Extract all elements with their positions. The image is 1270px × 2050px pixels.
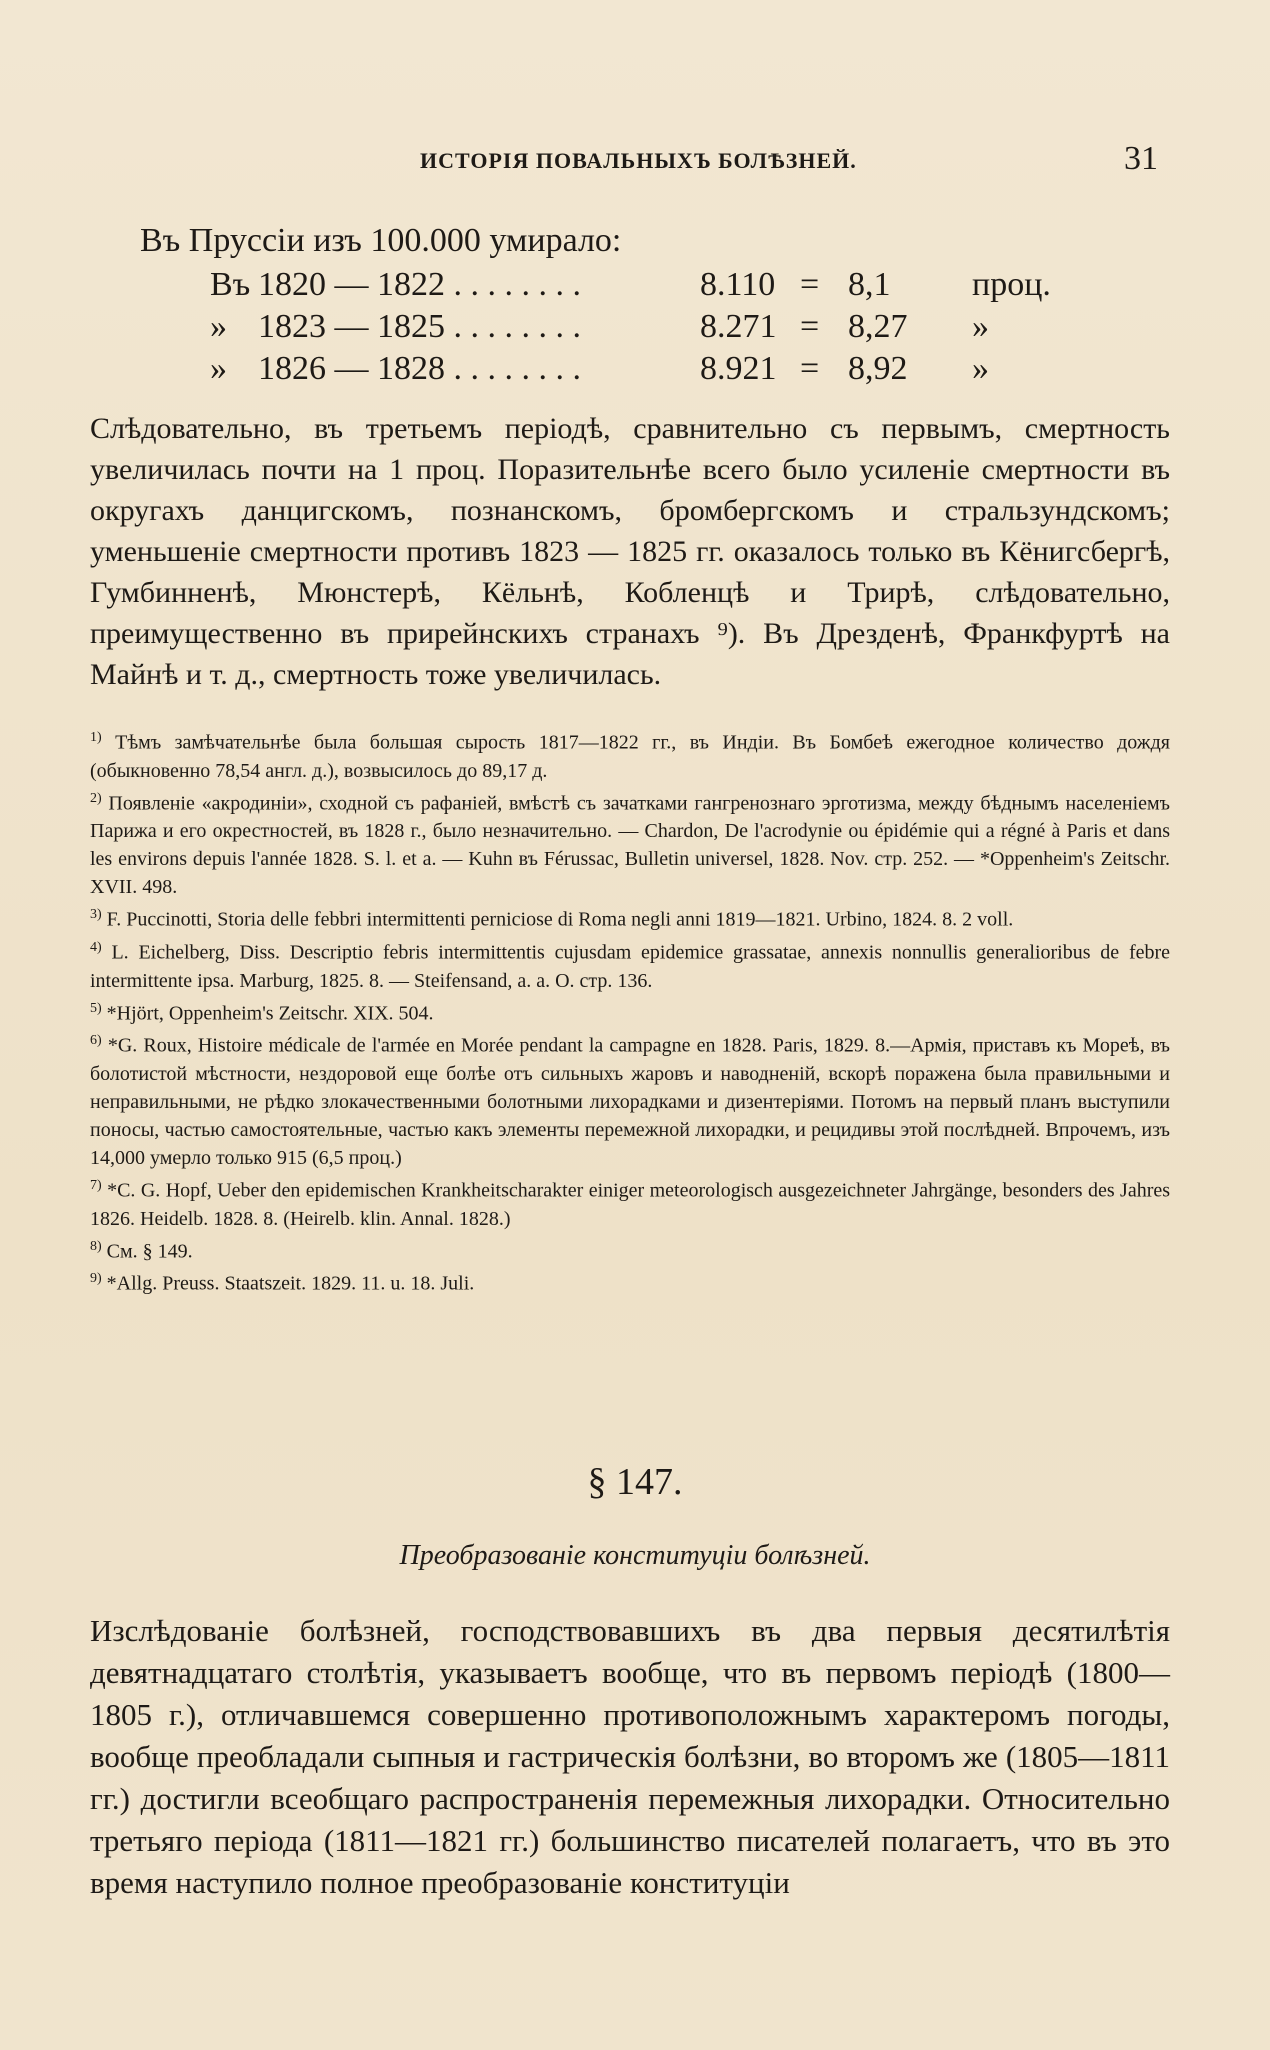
footnote-mark: 5): [90, 1000, 102, 1016]
footnote: [90, 1265, 1170, 1298]
row-count: 8.271: [700, 308, 777, 345]
footnote: [90, 1027, 1170, 1172]
footnote-text: *C. G. Hopf, Ueber den epidemischen Krankheitscharakter einiger meteorologisch ausgezeichneter Jahrgänge, besonders des Jahres 1826. Heidelb. 1828. 8. (Heirelb. klin. Annal. 1828.): [90, 1179, 1171, 1230]
mortality-row: [140, 308, 1140, 350]
footnote-text: *G. Roux, Histoire médicale de l'armée en Morée pendant la campagne en 1828. Paris, 1829. 8.—Армія, приставъ къ Мореѣ, въ болотистой мѣстности, нездоровой еще болѣе отъ сильныхъ жаровъ и наводненій, вскорѣ поражена была правильными и неправильными, не рѣдко злокачественными болотными лихорадками и дизентеріями. Потомъ на первый планъ выступили поносы, частью самостоятельные, частью какъ элементы перемежной лихорадки, и рецидивы этой послѣдней. Впрочемъ, изъ 14,000 умерло только 915 (6,5 проц.): [90, 1034, 1171, 1169]
row-equals: =: [800, 308, 820, 345]
row-unit: »: [972, 350, 989, 387]
footnote-mark: 7): [90, 1177, 102, 1193]
row-prefix: »: [210, 308, 227, 345]
footnote-text: *Allg. Preuss. Staatszeit. 1829. 11. u. 18. Juli.: [106, 1272, 475, 1295]
running-title: ИСТОРІЯ ПОВАЛЬНЫХЪ БОЛѢЗНЕЙ.: [420, 148, 857, 173]
row-years: 1823 — 1825 . . . . . . . .: [258, 308, 581, 345]
mortality-row: [140, 350, 1140, 392]
row-count: 8.921: [700, 350, 777, 387]
row-prefix: Въ: [210, 266, 251, 303]
row-percent: 8,92: [848, 350, 908, 387]
footnote-text: L. Eichelberg, Diss. Descriptio febris intermittentis cujusdam epidemice grassatae, annexis nonnullis generalioribus de febre intermittente ipsa. Marburg, 1825. 8. — Steifensand, a. a. O. стр. 136.: [90, 941, 1171, 992]
footnote-mark: 1): [90, 730, 102, 745]
footnote: [90, 934, 1170, 995]
footnote-text: Тѣмъ замѣчательнѣе была большая сырость 1817—1822 гг., въ Индіи. Въ Бомбеѣ ежегодное количество дождя (обыкновенно 78,54 англ. д.), возвысилось до 89,17 д.: [90, 731, 1171, 782]
footnote: [90, 901, 1170, 934]
section-title: Преобразованіе конституціи болѣзней.: [399, 1540, 871, 1571]
footnote-text: См. § 149.: [106, 1240, 193, 1263]
row-years: 1826 — 1828 . . . . . . . .: [258, 350, 581, 387]
footnote-mark: 4): [90, 939, 102, 955]
row-percent: 8,1: [848, 266, 891, 303]
footnote-text: Появленіе «акродиніи», сходной съ рафаніей, вмѣстѣ съ зачатками гангренознаго эрготизма, между бѣднымъ населеніемъ Парижа и его окрестностей, въ 1828 г., было незначительно. — Chardon, De l'acrodynie ou épidémie qui a régné à Paris et dans les environs depuis l'année 1828. S. l. et a. — Kuhn въ Férussac, Bulletin universel, 1828. Nov. стр. 252. — *Oppenheim's Zeitschr. XVII. 498.: [90, 792, 1171, 899]
footnote-mark: 2): [90, 790, 102, 806]
footnote: [90, 724, 1170, 785]
row-count: 8.110: [700, 266, 776, 303]
page-header: [0, 140, 1270, 188]
section-number: § 147.: [587, 1461, 683, 1503]
footnotes: [90, 724, 1170, 1298]
footnote-text: F. Puccinotti, Storia delle febbri intermittenti perniciose di Roma negli anni 1819—1821. Urbino, 1824. 8. 2 voll.: [106, 908, 1014, 931]
page-number: 31: [1124, 140, 1158, 177]
mortality-table: [140, 222, 1140, 392]
footnote: [90, 785, 1170, 902]
footnote-mark: 9): [90, 1271, 102, 1287]
footnote: [90, 995, 1170, 1028]
row-prefix: »: [210, 350, 227, 387]
footnote: [90, 1233, 1170, 1266]
footnote-mark: 6): [90, 1033, 102, 1049]
row-equals: =: [800, 350, 820, 387]
footnote-mark: 8): [90, 1238, 102, 1254]
footnote-text: *Hjört, Oppenheim's Zeitschr. XIX. 504.: [106, 1002, 434, 1025]
footnote-mark: 3): [90, 907, 102, 923]
row-years: 1820 — 1822 . . . . . . . .: [258, 266, 581, 303]
mortality-row: [140, 266, 1140, 308]
row-unit: »: [972, 308, 989, 345]
body-paragraph: Изслѣдованіе болѣзней, господствовавшихъ въ два первыя десятилѣтія девятнадцатаго столѣтія, указываетъ вообще, что въ первомъ періодѣ (1800—1805 г.), отличавшемся совершенно противоположнымъ характеромъ погоды, вообще преобладали сыпныя и гастрическія болѣзни, во второмъ же (1805—1811 гг.) достигли всеобщаго распространенія перемежныя лихорадки. Относительно третьяго періода (1811—1821 гг.) большинство писателей полагаетъ, что въ это время наступило полное преобразованіе конституціи: [90, 1613, 1170, 1900]
row-percent: 8,27: [848, 308, 908, 345]
row-unit: проц.: [972, 266, 1051, 303]
mortality-table-intro: Въ Пруссіи изъ 100.000 умирало:: [140, 222, 622, 259]
footnote: [90, 1172, 1170, 1233]
row-equals: =: [800, 266, 820, 303]
body-paragraph: Слѣдовательно, въ третьемъ періодѣ, сравнительно съ первымъ, смертность увеличилась почти на 1 проц. Поразительнѣе всего было усиленіе смертности въ округахъ данцигскомъ, познанскомъ, бромбергскомъ и стральзундскомъ; уменьшеніе смертности противъ 1823 — 1825 гг. оказалось только въ Кёнигсбергѣ, Гумбинненѣ, Мюнстерѣ, Кёльнѣ, Кобленцѣ и Трирѣ, слѣдовательно, преимущественно въ прирейнскихъ странахъ ⁹). Въ Дрезденѣ, Франкфуртѣ на Майнѣ и т. д., смертность тоже увеличилась.: [90, 412, 1170, 691]
